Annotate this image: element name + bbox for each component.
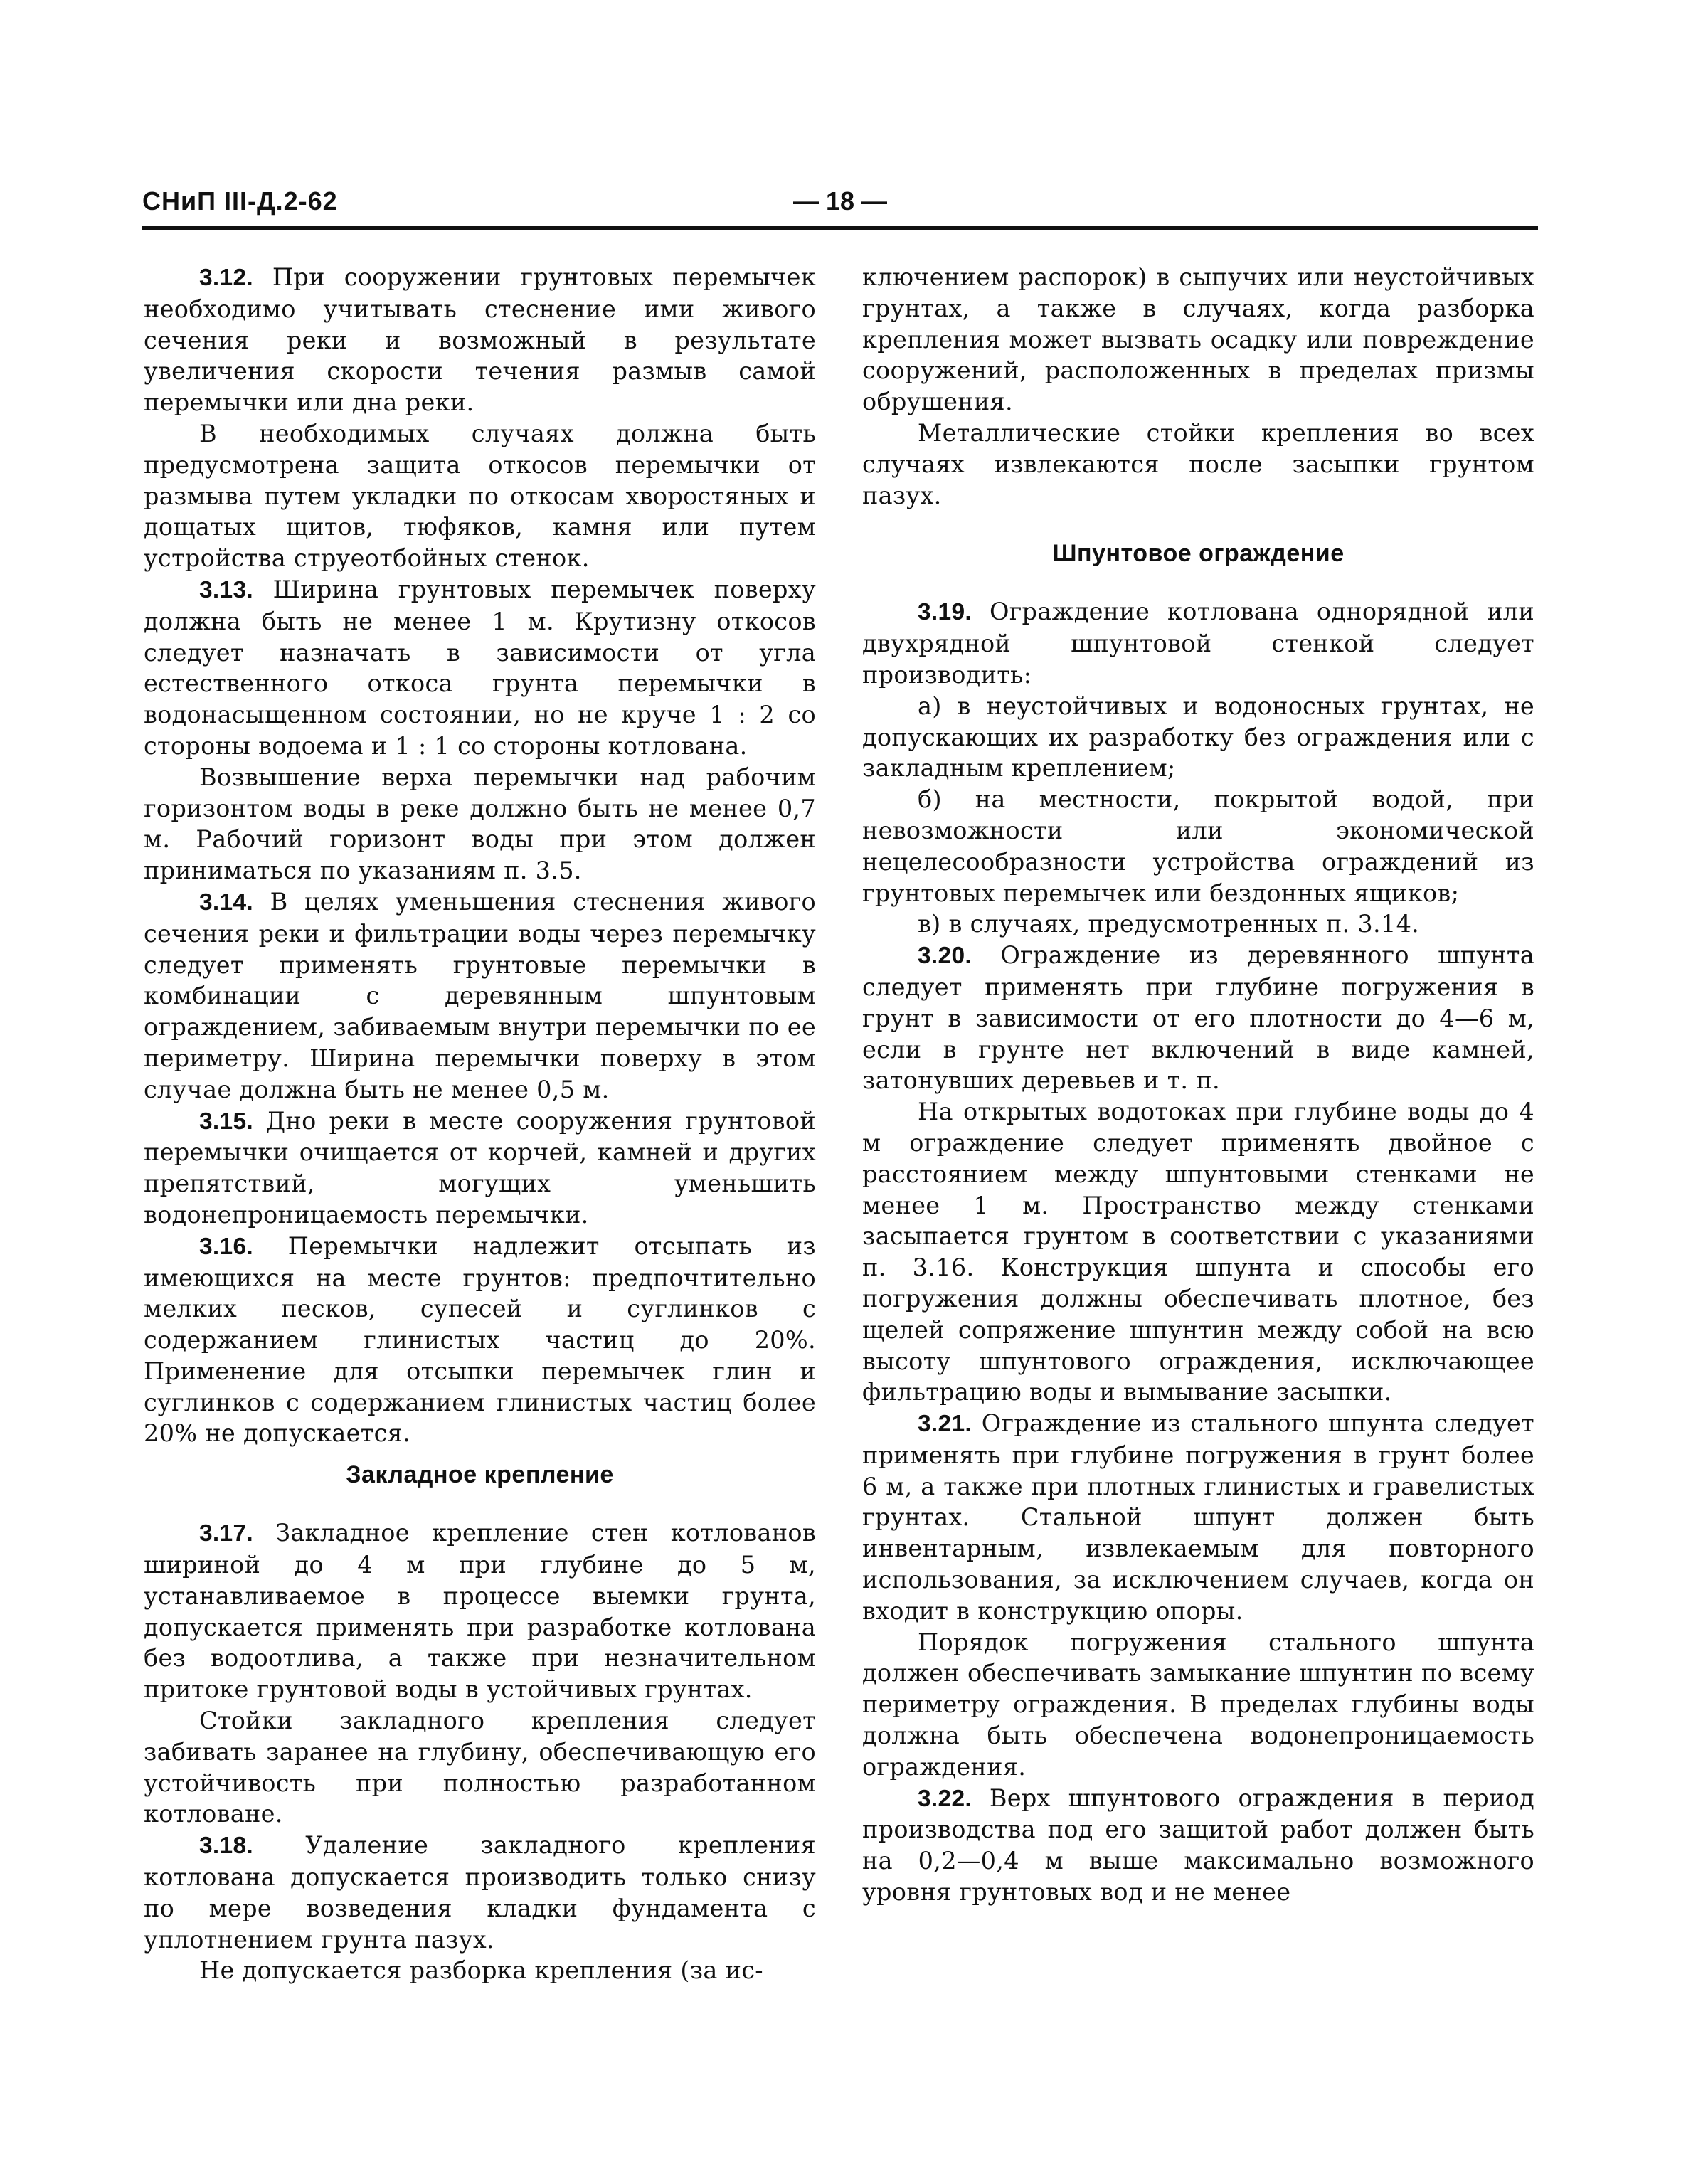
header-rule (142, 226, 1538, 230)
clause-number: 3.17. (199, 1520, 254, 1547)
paragraph: В необходимых случаях должна быть предусмотрена защита откосов перемычки от размыва путем укладки по откосам хворостяных и дощатых щитов, тюфяков, камня или путем устройства струеотбойных стенок. (144, 419, 816, 573)
clause-number: 3.18. (199, 1833, 254, 1860)
clause-number: 3.13. (199, 576, 254, 603)
clause-number: 3.15. (199, 1108, 254, 1135)
section-heading: Закладное крепление (346, 1461, 614, 1489)
list-item: а) в неустойчивых и водоносных грунтах, не допускающих их разработку без ограждения или с закладным креплением; (862, 691, 1534, 783)
paragraph: На открытых водотоках при глубине воды до 4 м ограждение следует применять двойное с расстоянием между шпунтовыми стенками не менее 1 м. Пространство между стенками засыпается грунтом в соответствии с указаниями п. 3.16. Конструкция шпунта и способы его погружения должны обеспечивать плотное, без щелей сопряжение шпунтин между собой на всю высоту шпунтового ограждения, исключающее фильтрацию воды и вымывание засыпки. (862, 1098, 1534, 1406)
list-item: б) на местности, покрытой водой, при невозможности или экономической нецелесообразности устройства ограждений из грунтовых перемычек или бездонных ящиков; (862, 785, 1534, 907)
paragraph-3-21 (862, 1408, 1534, 1627)
clause-number: 3.12. (199, 265, 254, 291)
paragraph-3-22 (862, 1783, 1534, 1908)
clause-number: 3.14. (199, 889, 254, 916)
paragraph-3-18 (144, 1830, 816, 1955)
clause-number: 3.20. (918, 943, 972, 970)
paragraph-text: Ограждение из стального шпунта следует применять при глубине погружения в грунт более 6 м, а также при плотных глинистых и гравелистых грунтах. Стальной шпунт должен быть инвентарным, извлекаемым для повторного использования, за исключением случаев, когда он входит в конструкцию опоры. (862, 1409, 1534, 1625)
page-number: — 18 — (792, 186, 888, 216)
paragraph-text: Ограждение котлована однорядной или двухрядной шпунтовой стенкой следует производить: (862, 598, 1534, 689)
paragraph-text: Ширина грунтовых перемычек поверху должна быть не менее 1 м. Крутизну откосов следует назначать в зависимости от угла естественного откоса грунта перемычки в водонасыщенном состоянии, но не круче 1 : 2 со стороны водоема и 1 : 1 со стороны котлована. (144, 575, 816, 760)
clause-number: 3.19. (918, 599, 972, 626)
paragraph-3-19 (862, 596, 1534, 690)
paragraph-3-16 (144, 1231, 816, 1450)
document-code: СНиП III-Д.2-62 (142, 186, 338, 216)
paragraph: Не допускается разборка крепления (за ис- (199, 1956, 763, 1985)
page-header (142, 186, 1538, 222)
paragraph: Стойки закладного крепления следует забивать заранее на глубину, обеспечивающую его устойчивость при полностью разработанном котловане. (144, 1707, 816, 1828)
paragraph-3-15 (144, 1106, 816, 1231)
clause-number: 3.22. (918, 1785, 972, 1812)
paragraph: Порядок погружения стального шпунта должен обеспечивать замыкание шпунтин по всему периметру ограждения. В пределах глубины воды должна быть обеспечена водонепроницаемость ограждения. (862, 1628, 1534, 1781)
clause-number: 3.21. (918, 1411, 972, 1438)
paragraph: Металлические стойки крепления во всех случаях извлекаются после засыпки грунтом пазух. (862, 418, 1534, 509)
paragraph-text: Закладное крепление стен котлованов шириной до 4 м при глубине до 5 м, устанавливаемое в процессе выемки грунта, допускается применять при разработке котлована без водоотлива, а также при незначительном притоке грунтовой воды в устойчивых грунтах. (144, 1519, 816, 1704)
clause-number: 3.16. (199, 1233, 254, 1260)
list-item: в) в случаях, предусмотренных п. 3.14. (918, 910, 1420, 938)
paragraph-text: Ограждение из деревянного шпунта следует применять при глубине погружения в грунт в зависимости от его плотности до 4—6 м, если в грунте нет включений в виде камней, затонувших деревьев и т. п. (862, 941, 1534, 1095)
paragraph-text: При сооружении грунтовых перемычек необходимо учитывать стеснение ими живого сечения реки и возможный в результате увеличения скорости течения размыв самой перемычки или дна реки. (144, 263, 816, 417)
paragraph-3-12 (144, 262, 816, 418)
paragraph-continued: ключением распорок) в сыпучих или неустойчивых грунтах, а также в случаях, когда разборка крепления может вызвать осадку или повреждение сооружений, расположенных в пределах призмы обрушения. (862, 263, 1534, 416)
paragraph-text: Верх шпунтового ограждения в период производства под его защитой работ должен быть на 0,2—0,4 м выше максимально возможного уровня грунтовых вод и не менее (862, 1783, 1534, 1907)
paragraph-3-13 (144, 574, 816, 762)
section-heading: Шпунтовое ограждение (1052, 540, 1345, 568)
paragraph-3-17 (144, 1517, 816, 1705)
right-column (862, 262, 1534, 1908)
paragraph: Возвышение верха перемычки над рабочим горизонтом воды в реке должно быть не менее 0,7 м. Рабочий горизонт воды при этом должен приниматься по указаниям п. 3.5. (144, 763, 816, 885)
paragraph-text: Удаление закладного крепления котлована допускается производить только снизу по мере возведения кладки фундамента с уплотнением грунта пазух. (144, 1831, 816, 1954)
paragraph-text: Перемычки надлежит отсыпать из имеющихся на месте грунтов: предпочтительно мелких песков, супесей и суглинков с содержанием глинистых частиц до 20%. Применение для отсыпки перемычек глин и суглинков с содержанием глинистых частиц более 20% не допускается. (144, 1231, 816, 1448)
paragraph-text: Дно реки в месте сооружения грунтовой перемычки очищается от корчей, камней и других препятствий, могущих уменьшить водонепроницаемость перемычки. (144, 1106, 816, 1229)
left-column (144, 262, 816, 1986)
paragraph-3-20 (862, 940, 1534, 1096)
paragraph-text: В целях уменьшения стеснения живого сечения реки и фильтрации воды через перемычку следует применять грунтовые перемычки в комбинации с деревянным шпунтовым ограждением, забиваемым внутри перемычки по ее периметру. Ширина перемычки поверху в этом случае должна быть не менее 0,5 м. (144, 887, 816, 1103)
paragraph-3-14 (144, 886, 816, 1106)
